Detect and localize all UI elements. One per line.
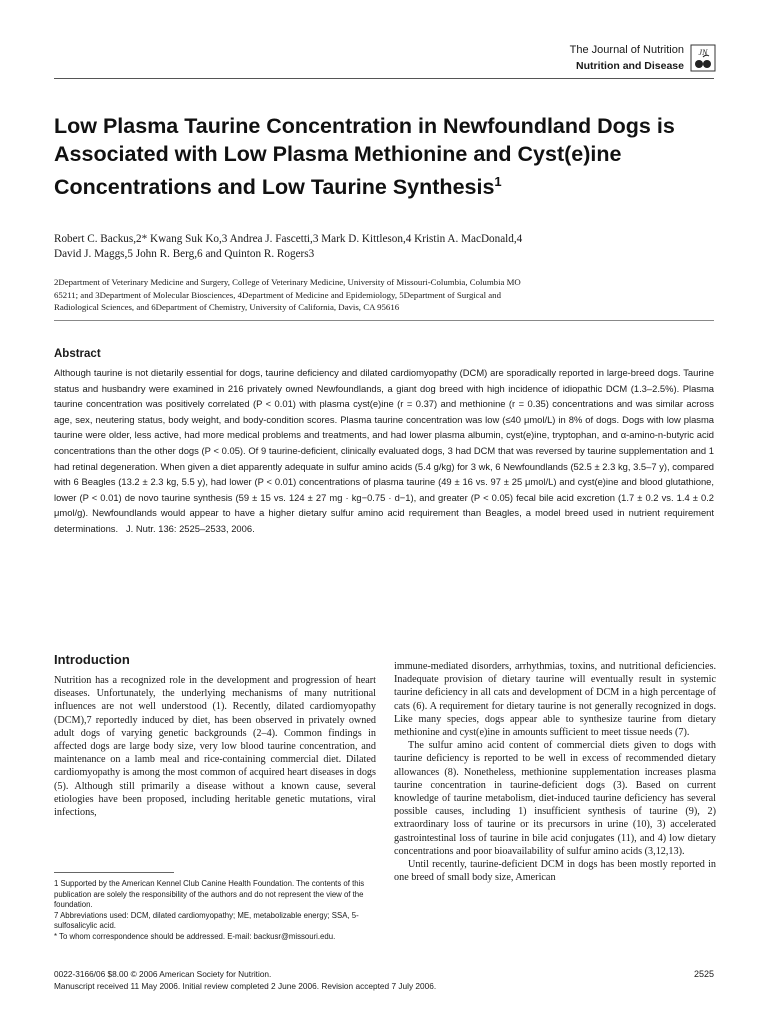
footnote-correspondence: * To whom correspondence should be addressed. E-mail: backusr@missouri.edu. (54, 931, 336, 941)
intro-paragraph-1: Nutrition has a recognized role in the development and progression of heart diseases. Unfortunately, the underlying mechanisms of many nutritional influences are not well understood (1). Recently, dilated cardiomyopathy (DCM),7 reportedly induced by diet, has been observed in privately owned adult dogs of varying genetic backgrounds (2–4). Common findings in affected dogs are large body size, very low blood taurine concentration, and maintenance on a lamb meal and rice-containing commercial diet. Dilated cardiomyopathy is among the most common of acquired heart diseases in dogs (5). Although still primarily a disease without a known cause, several etiologies have been proposed, including heritable genetic mutations, viral infections, (54, 675, 376, 819)
body-column-left (54, 674, 376, 819)
logo-fruit-right (703, 60, 711, 68)
body-column-right (394, 660, 716, 884)
abstract-heading: Abstract (54, 348, 101, 360)
abstract-text (54, 365, 714, 537)
affiliation-line-2: 65211; and 3Department of Molecular Biosciences, 4Department of Medicine and Epidemiology, 5Department of Surgical and (54, 289, 501, 300)
logo-fruit-left (695, 60, 703, 68)
introduction-heading: Introduction (54, 652, 130, 667)
author-line-1: Robert C. Backus,2* Kwang Suk Ko,3 Andrea J. Fascetti,3 Mark D. Kittleson,4 Kristin A. MacDonald,4 (54, 233, 523, 245)
footnotes (54, 879, 376, 942)
intro-paragraph-1-cont: immune-mediated disorders, arrhythmias, toxins, and nutritional deficiencies. Inadequate provision of dietary taurine will eventually result in systemic taurine deficiency in all cats and development of DCM in a high percentage of cats (6). A requirement for dietary taurine is not generally recognized in dogs. Like many species, dogs appear able to synthesize taurine from dietary methionine and cyst(e)ine in amounts sufficient to meet tissue needs (7). (394, 661, 716, 739)
journal-logo-text: JN (698, 48, 708, 57)
footnote-7: 7 Abbreviations used: DCM, dilated cardiomyopathy; ME, metabolizable energy; SSA, 5-sulfosalicylic acid. (54, 910, 359, 930)
author-line-2: David J. Maggs,5 John R. Berg,6 and Quinton R. Rogers3 (54, 248, 315, 260)
affiliations (54, 276, 714, 314)
abstract-body: Although taurine is not dietarily essential for dogs, taurine deficiency and dilated cardiomyopathy (DCM) are sporadically reported in large-breed dogs. Taurine status and husbandry were examined in 216 privately owned Newfoundlands, a giant dog breed with high incidence of idiopathic DCM (1.3–2.5%). Plasma taurine concentration was positively correlated (P < 0.01) with plasma cyst(e)ine (r = 0.37) and methionine (r = 0.35) concentrations and was similar across age, sex, neutering status, body weight, and body-condition scores. Plasma taurine concentration was low (≤40 μmol/L) in 8% of dogs. Dogs with low plasma taurine were older, less active, had more medical problems and treatments, and had lower plasma albumin, cyst(e)ine, tryptophan, and α-amino-n-butyric acid concentrations than the other dogs (P < 0.05). Of 9 taurine-deficient, clinically evaluated dogs, 3 had DCM that was reversed by taurine supplementation and 1 had retinal degeneration. When given a diet apparently adequate in sulfur amino acids (5.4 g/kg) for 3 wk, 6 Newfoundlands (52.5 ± 2.3 kg, 3.5–7 y), compared with 6 Beagles (13.2 ± 2.3 kg, 5.5 y), had lower (P < 0.01) concentrations of plasma taurine (49 ± 16 vs. 97 ± 25 μmol/L) and cyst(e)ine and blood glutathione, lower (P < 0.01) de novo taurine synthesis (59 ± 15 vs. 124 ± 27 mg · kg−0.75 · d−1), and greater (P < 0.05) fecal bile acid excretion (1.7 ± 0.2 vs. 1.4 ± 0.2 μmol/g). Newfoundlands would appear to have a higher dietary sulfur amino acid requirement than Beagles, a model breed used in nutrient requirement determinations. (54, 367, 714, 534)
header-rule (54, 78, 714, 79)
section-name: Nutrition and Disease (576, 60, 684, 72)
abstract-citation: J. Nutr. 136: 2525–2533, 2006. (125, 522, 255, 534)
title-footnote-mark: 1 (494, 174, 502, 189)
article-title-text: Low Plasma Taurine Concentration in Newfoundland Dogs is Associated with Low Plasma Methionine and Cyst(e)ine Concentrations and Low Taurine Synthesis (54, 114, 675, 200)
manuscript-dates: Manuscript received 11 May 2006. Initial review completed 2 June 2006. Revision accepted 7 July 2006. (54, 981, 437, 991)
journal-name: The Journal of Nutrition (569, 44, 684, 56)
affiliation-rule (54, 320, 714, 321)
affiliation-line-3: Radiological Sciences, and 6Department of Chemistry, University of California, Davis, CA 95616 (54, 302, 400, 312)
intro-paragraph-3: Until recently, taurine-deficient DCM in dogs has been mostly reported in one breed of small body size, American (394, 859, 716, 884)
article-title (54, 112, 714, 201)
author-list (54, 232, 714, 262)
page-number: 2525 (693, 969, 714, 979)
footnote-rule (54, 872, 174, 873)
copyright-line: 0022-3166/06 $8.00 © 2006 American Society for Nutrition. (54, 969, 272, 979)
affiliation-line-1: 2Department of Veterinary Medicine and Surgery, College of Veterinary Medicine, University of Missouri-Columbia, Columbia MO (54, 277, 521, 287)
intro-paragraph-2: The sulfur amino acid content of commercial diets given to dogs with taurine deficiency is reported to be well in excess of recommended dietary allowances (8). Nonetheless, methionine supplementation increases plasma taurine concentration in taurine-deficient dogs (3). Based on current knowledge of taurine metabolism, diet-induced taurine deficiency has several possible causes, including 1) insufficient synthesis of taurine (9), 2) extraordinary loss of taurine or its precursors in urine (10), 3) accelerated gastrointestinal loss of taurine in bile acid conjugates (11), and 4) low dietary concentrations and poor bioavailability of sulfur amino acids (3,12,13). (394, 740, 716, 857)
journal-logo-icon (690, 44, 716, 72)
footnote-1: 1 Supported by the American Kennel Club Canine Health Foundation. The contents of this publication are solely the responsibility of the authors and do not represent the view of the foundation. (54, 879, 365, 909)
